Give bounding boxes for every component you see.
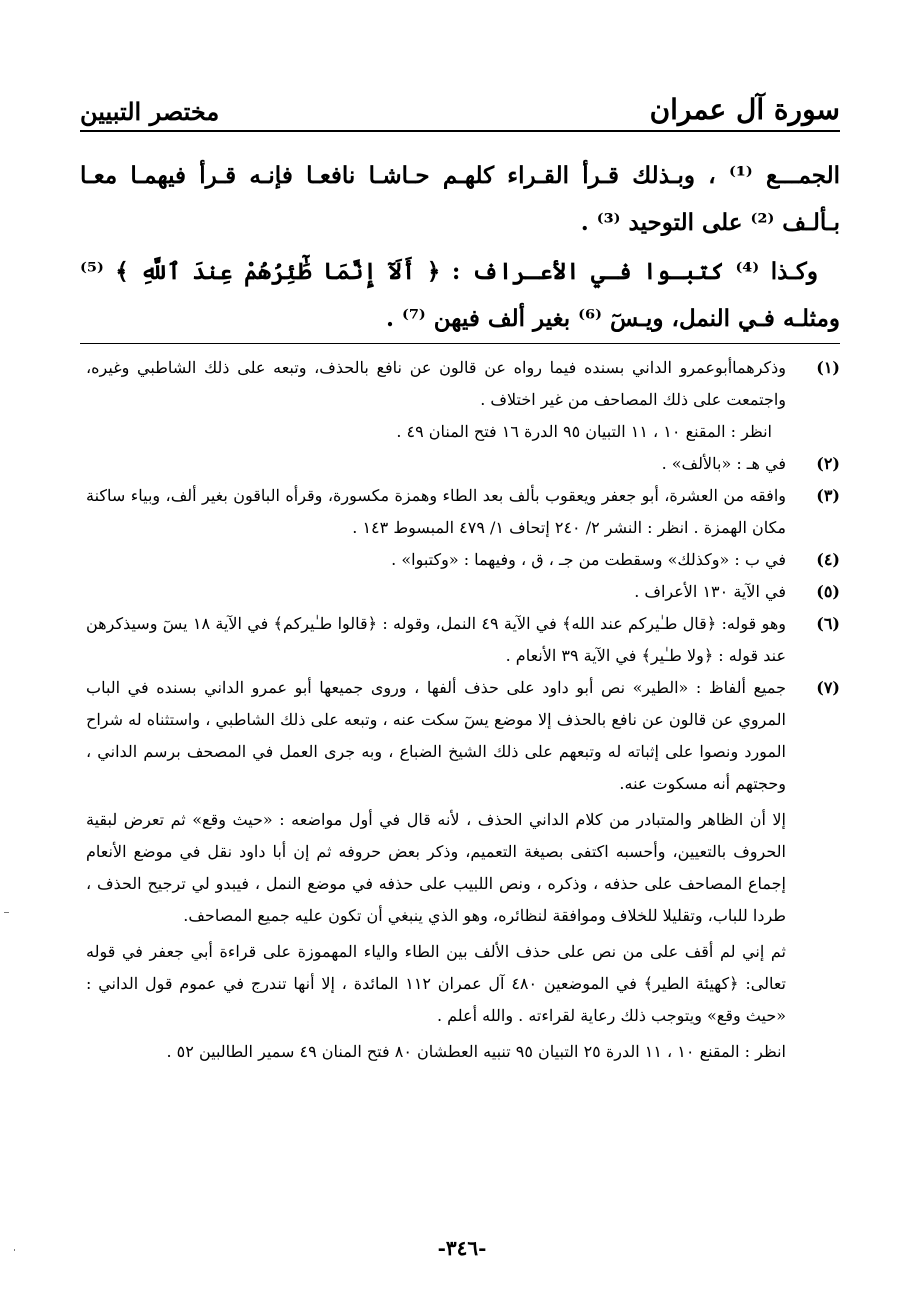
footnote-number: (٧) <box>816 678 840 697</box>
footnote-text: وذكرهماأبوعمرو الداني بسنده فيما رواه عن قالون عن نافع بالحذف، وتبعه على ذلك الشاطبي وغيره، واجتمعت على ذلك المصاحف من غير اختلاف . <box>86 358 787 409</box>
surah-title: سورة آل عمران <box>649 93 840 126</box>
footnote-3 <box>86 480 840 544</box>
footnote-2 <box>86 448 840 480</box>
page-number: -٣٤٦- <box>437 1236 487 1260</box>
footnote-body <box>86 480 786 544</box>
main-paragraph-2 <box>80 248 840 342</box>
footnote-body <box>86 672 786 1068</box>
footnote-6 <box>86 608 840 672</box>
footnote-number: (١) <box>816 358 840 377</box>
main-paragraph-2-start: وكـذا ⁽⁴⁾ كتبـوا فـي الأعـراف : ﴿ <box>426 258 818 285</box>
footnote-1 <box>86 352 840 448</box>
footnotes <box>86 352 840 1068</box>
footnote-text: وهو قوله: ﴿قال طـٰيركم عند الله﴾ في الآية ٤٩ النمل، وقوله : ﴿قالوا طـٰيركم﴾ في الآية ١٨ يسٓ وسيذكرهن عند قوله : ﴿ولا طـٰير﴾ في الآية ٣٩ الأنعام . <box>86 614 786 665</box>
footnote-body <box>86 352 786 448</box>
footnote-text: وافقه من العشرة، أبو جعفر ويعقوب بألف بعد الطاء وهمزة مكسورة، وقرأه الباقون بغير ألف، وبياء ساكنة مكان الهمزة . انظر : النشر ٢/ ٢٤٠ إتحاف ١/ ٤٧٩ المبسوط ١٤٣ . <box>86 486 786 537</box>
footnote-number: (٢) <box>816 454 840 473</box>
main-text <box>80 152 840 342</box>
quran-verse: أَلَآ إِنَّمَا طَٰٓئِرُهُمْ عِندَ ٱللَّهِ <box>128 258 427 285</box>
scan-mark <box>4 912 9 913</box>
footnote-text: في هـ : «بالألف» . <box>661 454 786 473</box>
footnote-4 <box>86 544 840 576</box>
footnote-text: في ب : «وكذلك» وسقطت من جـ ، ق ، وفيهما : «وكتبوا» . <box>391 550 786 569</box>
footnote-body <box>86 448 786 480</box>
footnote-body <box>86 544 786 576</box>
book-title: مختصر التبيين <box>80 97 220 126</box>
footnote-number: (٥) <box>816 582 840 601</box>
footnote-body <box>86 576 786 608</box>
main-paragraph-1: الجمـــع ⁽¹⁾ ، وبـذلك قـرأ القـراء كلهـم حـاشـا نافعـا فإنـه قـرأ فيهمـا معـا بـألـف ⁽²⁾ على التوحيد ⁽³⁾ . <box>80 162 840 236</box>
footnote-source: انظر : المقنع ١٠ ، ١١ التبيان ٩٥ الدرة ١٦ فتح المنان ٤٩ . <box>396 422 772 441</box>
footnote-body <box>86 608 786 672</box>
running-header <box>80 82 840 124</box>
scan-mark <box>14 1249 15 1251</box>
footnote-text: إلا أن الظاهر والمتبادر من كلام الداني الحذف ، لأنه قال في أول مواضعه : «حيث وقع» ثم تعرض لبقية الحروف بالتعيين، وأحسبه اكتفى بصيغة التعميم، وذكر بعض حروفه ثم إن أبا داود نقل في موضع الأنعام إجماع المصاحف على حذفه ، وذكره ، ونص اللبيب على حذفه في موضع النمل ، فيبدو لي ترجيح الحذف ، طردا للباب، وتقليلا للخلاف وموافقة لنظائره، وهو الذي ينبغي أن تكون عليه جميع المصاحف. <box>86 810 786 925</box>
footnote-text: جميع ألفاظ : «الطير» نص أبو داود على حذف ألفها ، وروى جميعها أبو عمرو الداني بسنده في الباب المروي عن قالون عن نافع بالحذف إلا موضع يسٓ سكت عنه ، وتبعه على ذلك الشاطبي ، واستثناه له شراح المورد ونصوا على إثباته له وتبعهم على ذلك الشيخ الضباع ، وبه جرى العمل في المصحف برسم الداني ، وحجتهم أنه مسكوت عنه. <box>86 678 786 793</box>
footnote-number: (٦) <box>816 614 840 633</box>
footnote-number: (٣) <box>816 486 840 505</box>
footnote-5 <box>86 576 840 608</box>
header-rule <box>80 130 840 132</box>
footnote-7 <box>86 672 840 1068</box>
main-paragraph-2-end: ﴾ ⁽⁵⁾ ومثلـه فـي النمل، ويـسٓ ⁽⁶⁾ بغير ألف فيهن ⁽⁷⁾ . <box>80 258 840 332</box>
footnote-text: في الآية ١٣٠ الأعراف . <box>634 582 786 601</box>
footnote-text: ثم إني لم أقف على من نص على حذف الألف بين الطاء والياء المهموزة على قراءة أبي جعفر في قوله تعالى: ﴿كهيئة الطير﴾ في الموضعين ٤٨٠ آل عمران ١١٢ المائدة ، إلا أنها تندرج في عموم قول الداني : «حيث وقع» ويتوجب ذلك رعاية لقراءته . والله أعلم . <box>86 942 787 1025</box>
footnote-rule <box>80 343 840 344</box>
footnote-number: (٤) <box>816 550 840 569</box>
footnote-source: انظر : المقنع ١٠ ، ١١ الدرة ٢٥ التبيان ٩٥ تنبيه العطشان ٨٠ فتح المنان ٤٩ سمير الطالبين ٥٢ . <box>166 1042 786 1061</box>
